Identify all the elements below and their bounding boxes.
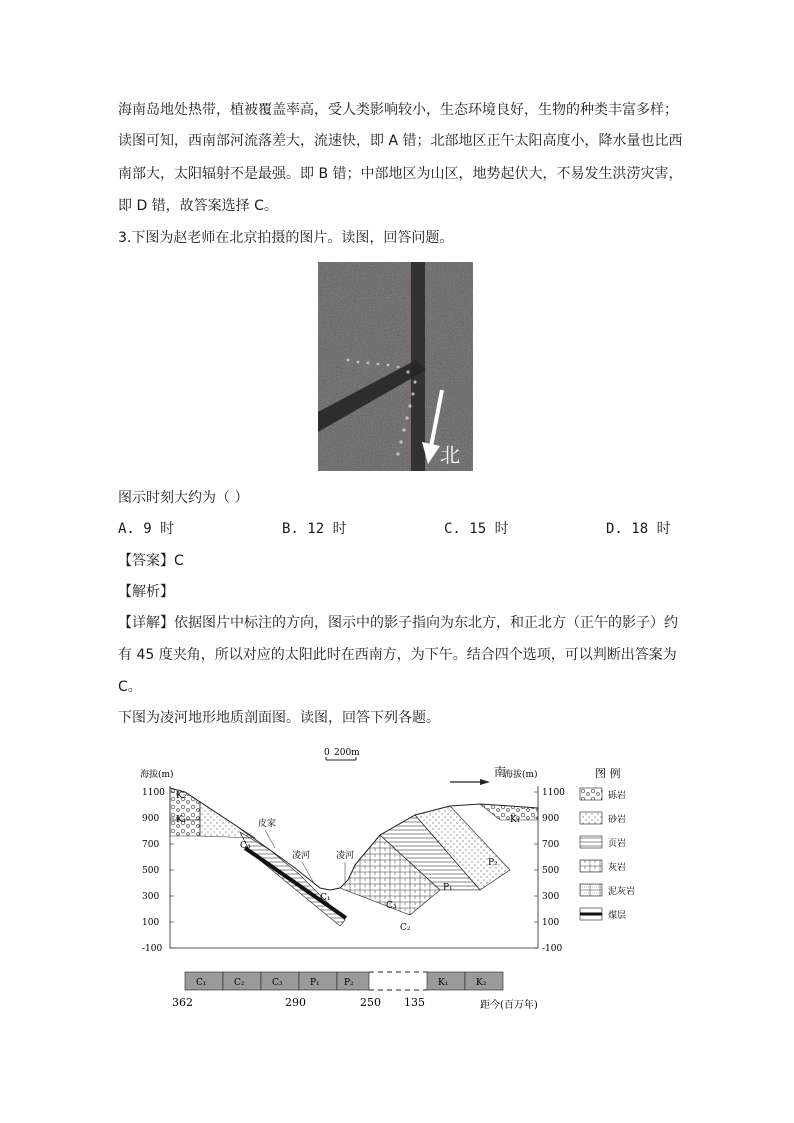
legend-swatch (580, 836, 602, 848)
place-label: 皮家 (258, 819, 277, 829)
option-d[interactable]: D. 18 时 (606, 521, 671, 537)
option-a[interactable]: A. 9 时 (118, 521, 175, 537)
legend-label: 煤层 (608, 911, 627, 921)
scale-label: 200m (334, 748, 360, 758)
sandstone-layer (200, 802, 255, 838)
right-axis-tick: 300 (542, 892, 560, 902)
timeline-tick: 362 (172, 996, 193, 1009)
layer-label: C₂ (400, 923, 411, 933)
text-line: 海南岛地处热带，植被覆盖率高，受人类影响较小，生态环境良好，生物的种类丰富多样； (118, 102, 678, 118)
left-axis-tick: 900 (142, 814, 160, 824)
legend-label: 泥灰岩 (608, 887, 636, 897)
answer-line: 【答案】C (118, 553, 184, 569)
left-axis-tick: 700 (142, 840, 160, 850)
text-line: 即 D 错，故答案选择 C。 (118, 198, 278, 214)
analysis-heading: 【解析】 (118, 584, 174, 600)
layer-label: P₂ (488, 858, 498, 868)
legend-label: 页岩 (608, 839, 627, 849)
timeline-tick: 135 (404, 996, 425, 1009)
timeline-unit: K₂ (476, 978, 487, 988)
text-line: 南部大，太阳辐射不是最强。即 B 错；中部地区为山区，地势起伏大，不易发生洪涝灾害， (118, 166, 683, 182)
text-line: 读图可知，西南部河流落差大，流速快，即 A 错；北部地区正午太阳高度小，降水量也比西 (118, 133, 683, 149)
right-axis-tick: 500 (542, 866, 560, 876)
layer-label: K₁ (176, 815, 187, 825)
timeline-tick: 250 (360, 996, 381, 1009)
left-axis-tick: 1100 (142, 788, 165, 798)
layer-label: C₁ (320, 893, 331, 903)
legend-swatch (580, 860, 602, 872)
timeline-unit: P₁ (310, 978, 320, 988)
right-axis-title: 海拔(m) (504, 770, 538, 780)
right-axis-tick: -100 (542, 944, 563, 954)
left-axis-tick: 500 (142, 866, 160, 876)
option-b[interactable]: B. 12 时 (282, 521, 347, 537)
question-stem: 3.下图为赵老师在北京拍摄的图片。读图，回答问题。 (118, 230, 454, 246)
photo-north-label: 北 (440, 443, 460, 467)
geologic-timeline (172, 972, 538, 1011)
geologic-section-diagram (140, 740, 660, 1020)
right-axis-tick: 900 (542, 814, 560, 824)
legend-label: 灰岩 (608, 863, 627, 873)
section-intro: 下图为凌河地形地质剖面图。读图，回答下列各题。 (118, 710, 440, 726)
detail-line: 【详解】依据图片中标注的方向，图示中的影子指向为东北方，和正北方（正午的影子）约 (118, 615, 678, 631)
timeline-caption: 距今(百万年) (480, 1000, 538, 1011)
legend-swatch (580, 812, 602, 824)
legend-title: 图 例 (595, 767, 621, 780)
detail-line: 有 45 度夹角，所以对应的太阳此时在西南方，为下午。结合四个选项，可以判断出答案为 (118, 647, 677, 663)
south-label: 南 (494, 765, 507, 779)
legend (580, 788, 635, 921)
timeline-unit: C₂ (234, 978, 245, 988)
place-label: 凌河 (292, 851, 311, 861)
timeline-unit: P₂ (344, 978, 354, 988)
legend-label: 砾岩 (608, 791, 627, 801)
left-axis-title: 海拔(m) (140, 770, 174, 780)
right-axis-tick: 700 (542, 840, 560, 850)
timeline-unit: C₁ (196, 978, 207, 988)
timeline-unit: K₁ (438, 978, 449, 988)
legend-swatch (580, 788, 602, 800)
layer-label: P₁ (443, 883, 453, 893)
legend-label: 砂岩 (608, 815, 627, 825)
timeline-unit: C₃ (272, 978, 283, 988)
scale-zero: 0 (324, 748, 330, 758)
legend-swatch (580, 884, 602, 896)
layer-label: C₃ (240, 841, 251, 851)
question-ask: 图示时刻大约为（ ） (118, 490, 249, 506)
place-label: 凌河 (336, 851, 355, 861)
layer-label: K₁ (510, 815, 521, 825)
layer-label: C₃ (386, 901, 397, 911)
option-c[interactable]: C. 15 时 (444, 521, 509, 537)
timeline-tick: 290 (285, 996, 306, 1009)
right-axis-tick: 100 (542, 918, 560, 928)
layer-label: K₂ (176, 791, 187, 801)
conglomerate-layer (480, 804, 538, 820)
photo-shadow (318, 262, 473, 471)
left-axis-tick: 100 (142, 918, 160, 928)
left-axis-tick: 300 (142, 892, 160, 902)
right-axis-tick: 1100 (542, 788, 565, 798)
detail-line: C。 (118, 679, 142, 695)
left-axis-tick: -100 (142, 944, 163, 954)
